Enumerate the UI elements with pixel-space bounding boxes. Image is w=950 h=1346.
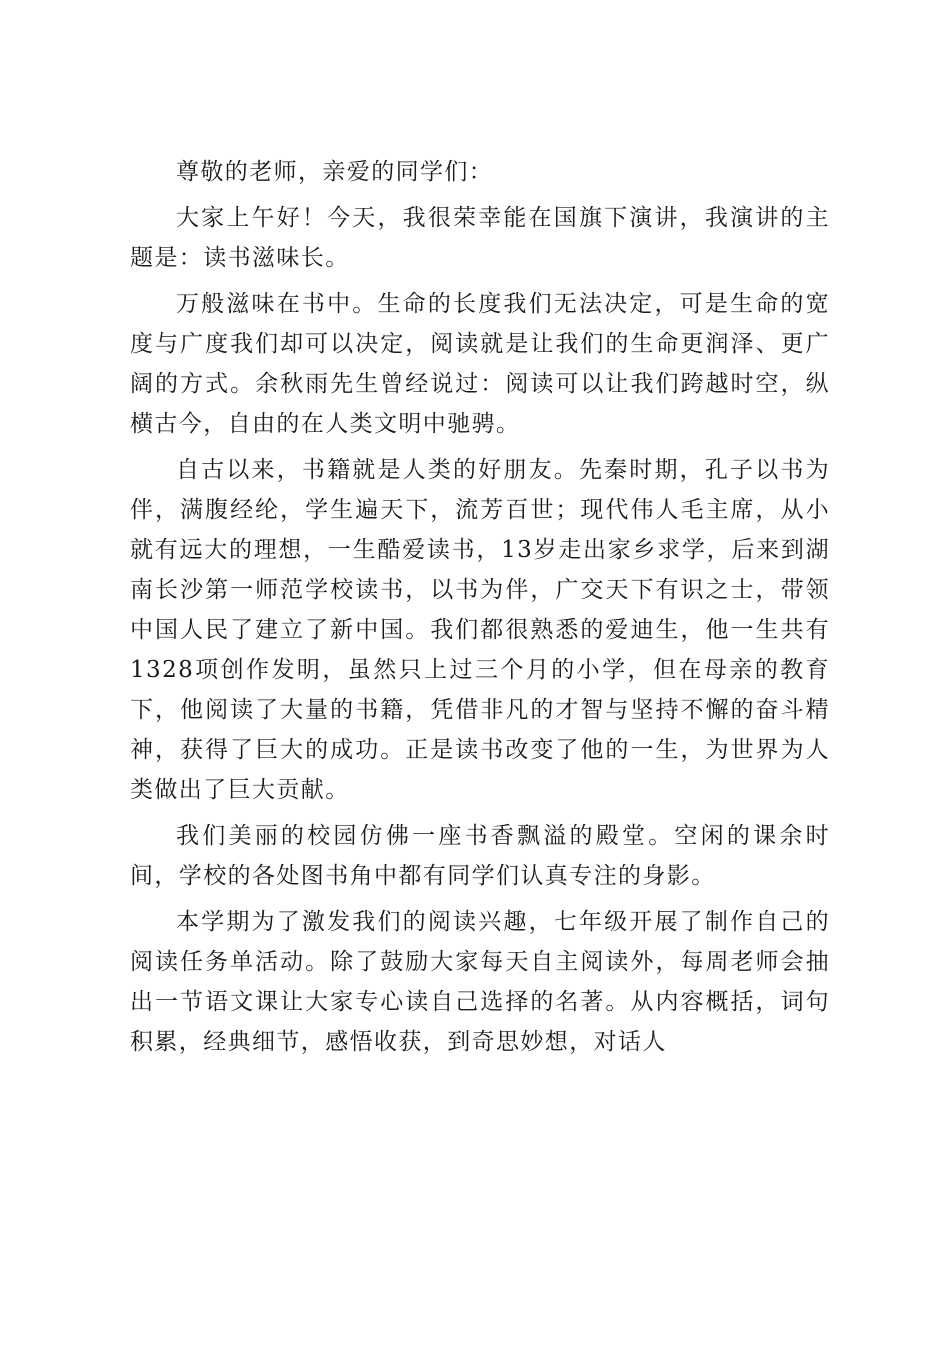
paragraph-salutation: 尊敬的老师，亲爱的同学们： bbox=[176, 159, 494, 185]
paragraph-campus-reading: 我们美丽的校园仿佛一座书香飘溢的殿堂。空闲的课余时间，学校的各处图书角中都有同学们认真专注的身影。 bbox=[130, 823, 830, 889]
paragraph-historical-examples: 自古以来，书籍就是人类的好朋友。先秦时期，孔子以书为伴，满腹经纶，学生遍天下，流芳百世；现代伟人毛主席，从小就有远大的理想，一生酷爱读书，13岁走出家乡求学，后来到湖南长沙第一师范学校读书，以书为伴，广交天下有识之士，带领中国人民了建立了新中国。我们都很熟悉的爱迪生，他一生共有1328项创作发明，虽然只上过三个月的小学，但在母亲的教育下，他阅读了大量的书籍，凭借非凡的才智与坚持不懈的奋斗精神，获得了巨大的成功。正是读书改变了他的一生，为世界为人类做出了巨大贡献。 bbox=[130, 457, 830, 803]
paragraph-reading-activity: 本学期为了激发我们的阅读兴趣，七年级开展了制作自己的阅读任务单活动。除了鼓励大家每天自主阅读外，每周老师会抽出一节语文课让大家专心读自己选择的名著。从内容概括，词句积累，经典细节，感悟收获，到奇思妙想，对话人 bbox=[130, 909, 830, 1055]
speech-body bbox=[130, 152, 830, 1068]
paragraph-reading-meaning: 万般滋味在书中。生命的长度我们无法决定，可是生命的宽度与广度我们却可以决定，阅读就是让我们的生命更润泽、更广阔的方式。余秋雨先生曾经说过：阅读可以让我们跨越时空，纵横古今，自由的在人类文明中驰骋。 bbox=[130, 291, 830, 437]
paragraph-greeting-topic: 大家上午好！今天，我很荣幸能在国旗下演讲，我演讲的主题是：读书滋味长。 bbox=[130, 205, 830, 271]
